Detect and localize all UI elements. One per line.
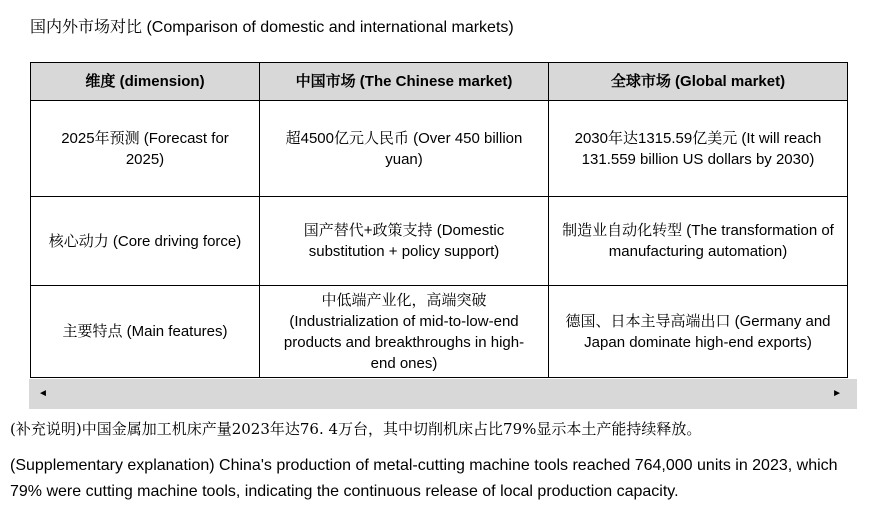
header-cell-dimension: 维度 (dimension) — [31, 63, 260, 101]
table-header-row — [31, 63, 848, 101]
cell-forecast-dimension: 2025年预测 (Forecast for 2025) — [31, 101, 260, 197]
scroll-right-icon[interactable]: ► — [832, 388, 842, 399]
cell-driving-force-global: 制造业自动化转型 (The transformation of manufacturing automation) — [549, 197, 848, 286]
header-cell-chinese-market: 中国市场 (The Chinese market) — [260, 63, 549, 101]
horizontal-scrollbar[interactable] — [29, 379, 857, 409]
cell-driving-force-dimension: 核心动力 (Core driving force) — [31, 197, 260, 286]
cell-driving-force-china: 国产替代+政策支持 (Domestic substitution + policy support) — [260, 197, 549, 286]
supplementary-note-chinese: (补充说明)中国金属加工机床产量2023年达76. 4万台，其中切削机床占比79%显示本土产能持续释放。 — [10, 420, 702, 438]
cell-forecast-global: 2030年达1315.59亿美元 (It will reach 131.559 billion US dollars by 2030) — [549, 101, 848, 197]
table-row-main-features — [31, 286, 848, 378]
comparison-table — [30, 62, 848, 378]
scroll-left-icon[interactable]: ◄ — [38, 388, 48, 399]
cell-main-features-dimension: 主要特点 (Main features) — [31, 286, 260, 378]
table-row-driving-force — [31, 197, 848, 286]
document-page — [0, 17, 870, 531]
header-cell-global-market: 全球市场 (Global market) — [549, 63, 848, 101]
supplementary-note-english: (Supplementary explanation) China's production of metal-cutting machine tools reached 764,000 units in 2023, which 79% were cutting machine tools, indicating the continuous release of local production capacity. — [10, 457, 838, 500]
cell-forecast-china: 超4500亿元人民币 (Over 450 billion yuan) — [260, 101, 549, 197]
page-title: 国内外市场对比 (Comparison of domestic and international markets) — [30, 19, 514, 36]
cell-main-features-global: 德国、日本主导高端出口 (Germany and Japan dominate high-end exports) — [549, 286, 848, 378]
cell-main-features-china: 中低端产业化，高端突破 (Industrialization of mid-to-low-end products and breakthroughs in high-end ones) — [260, 286, 549, 378]
table-row-forecast — [31, 101, 848, 197]
